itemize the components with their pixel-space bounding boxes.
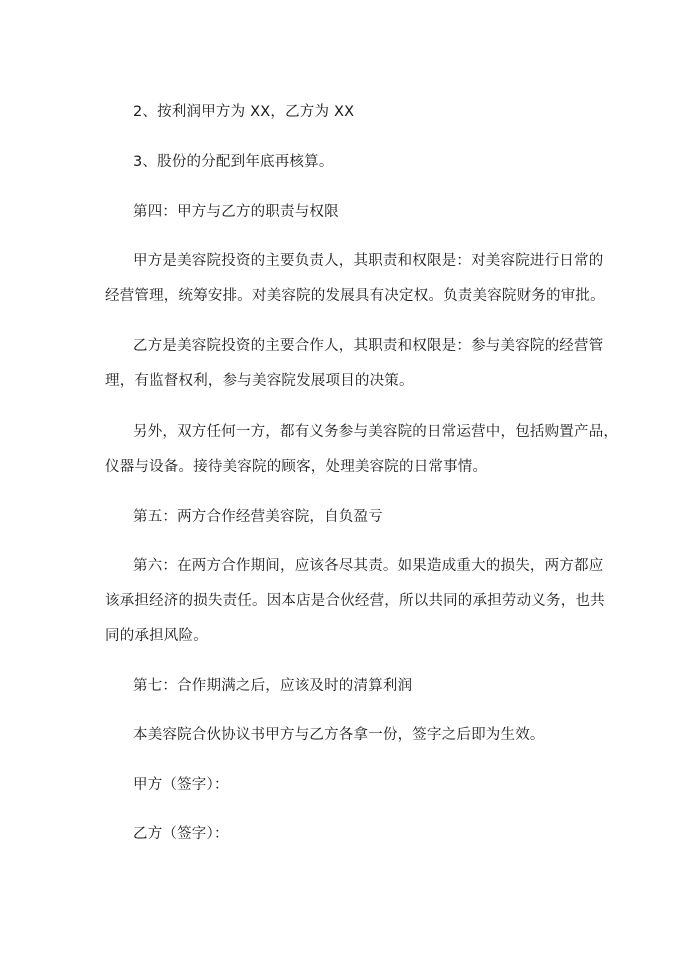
party-b-duties-line-1: 乙方是美容院投资的主要合作人，其职责和权限是：参与美容院的经营管 bbox=[133, 338, 604, 354]
clause-share-settlement: 3、股份的分配到年底再核算。 bbox=[133, 154, 334, 170]
party-b-signature-line: 乙方（签字）： bbox=[133, 826, 229, 842]
section-six-line-1: 第六：在两方合作期间，应该各尽其责。如果造成重大的损失，两方都应 bbox=[133, 558, 604, 574]
section-six-line-2: 该承担经济的损失责任。因本店是合伙经营，所以共同的承担劳动义务，也共 bbox=[105, 593, 605, 609]
party-a-signature-line: 甲方（签字）： bbox=[133, 777, 229, 793]
section-five: 第五：两方合作经营美容院，自负盈亏 bbox=[133, 509, 383, 525]
section-four-heading: 第四：甲方与乙方的职责与权限 bbox=[133, 204, 339, 220]
agreement-effective-clause: 本美容院合伙协议书甲方与乙方各拿一份，签字之后即为生效。 bbox=[133, 727, 545, 743]
shared-obligations-line-1: 另外，双方任何一方，都有义务参与美容院的日常运营中，包括购置产品， bbox=[133, 424, 619, 440]
shared-obligations-line-2: 仪器与设备。接待美容院的顾客，处理美容院的日常事情。 bbox=[105, 459, 488, 475]
party-a-duties-line-2: 经营管理，统筹安排。对美容院的发展具有决定权。负责美容院财务的审批。 bbox=[105, 288, 605, 304]
party-a-duties-line-1: 甲方是美容院投资的主要负责人，其职责和权限是：对美容院进行日常的 bbox=[133, 253, 604, 269]
section-seven: 第七：合作期满之后，应该及时的清算利润 bbox=[133, 678, 413, 694]
clause-profit-ratio: 2、按利润甲方为 XX，乙方为 XX bbox=[133, 104, 355, 120]
section-six-line-3: 同的承担风险。 bbox=[105, 628, 208, 644]
party-b-duties-line-2: 理，有监督权利，参与美容院发展项目的决策。 bbox=[105, 373, 414, 389]
